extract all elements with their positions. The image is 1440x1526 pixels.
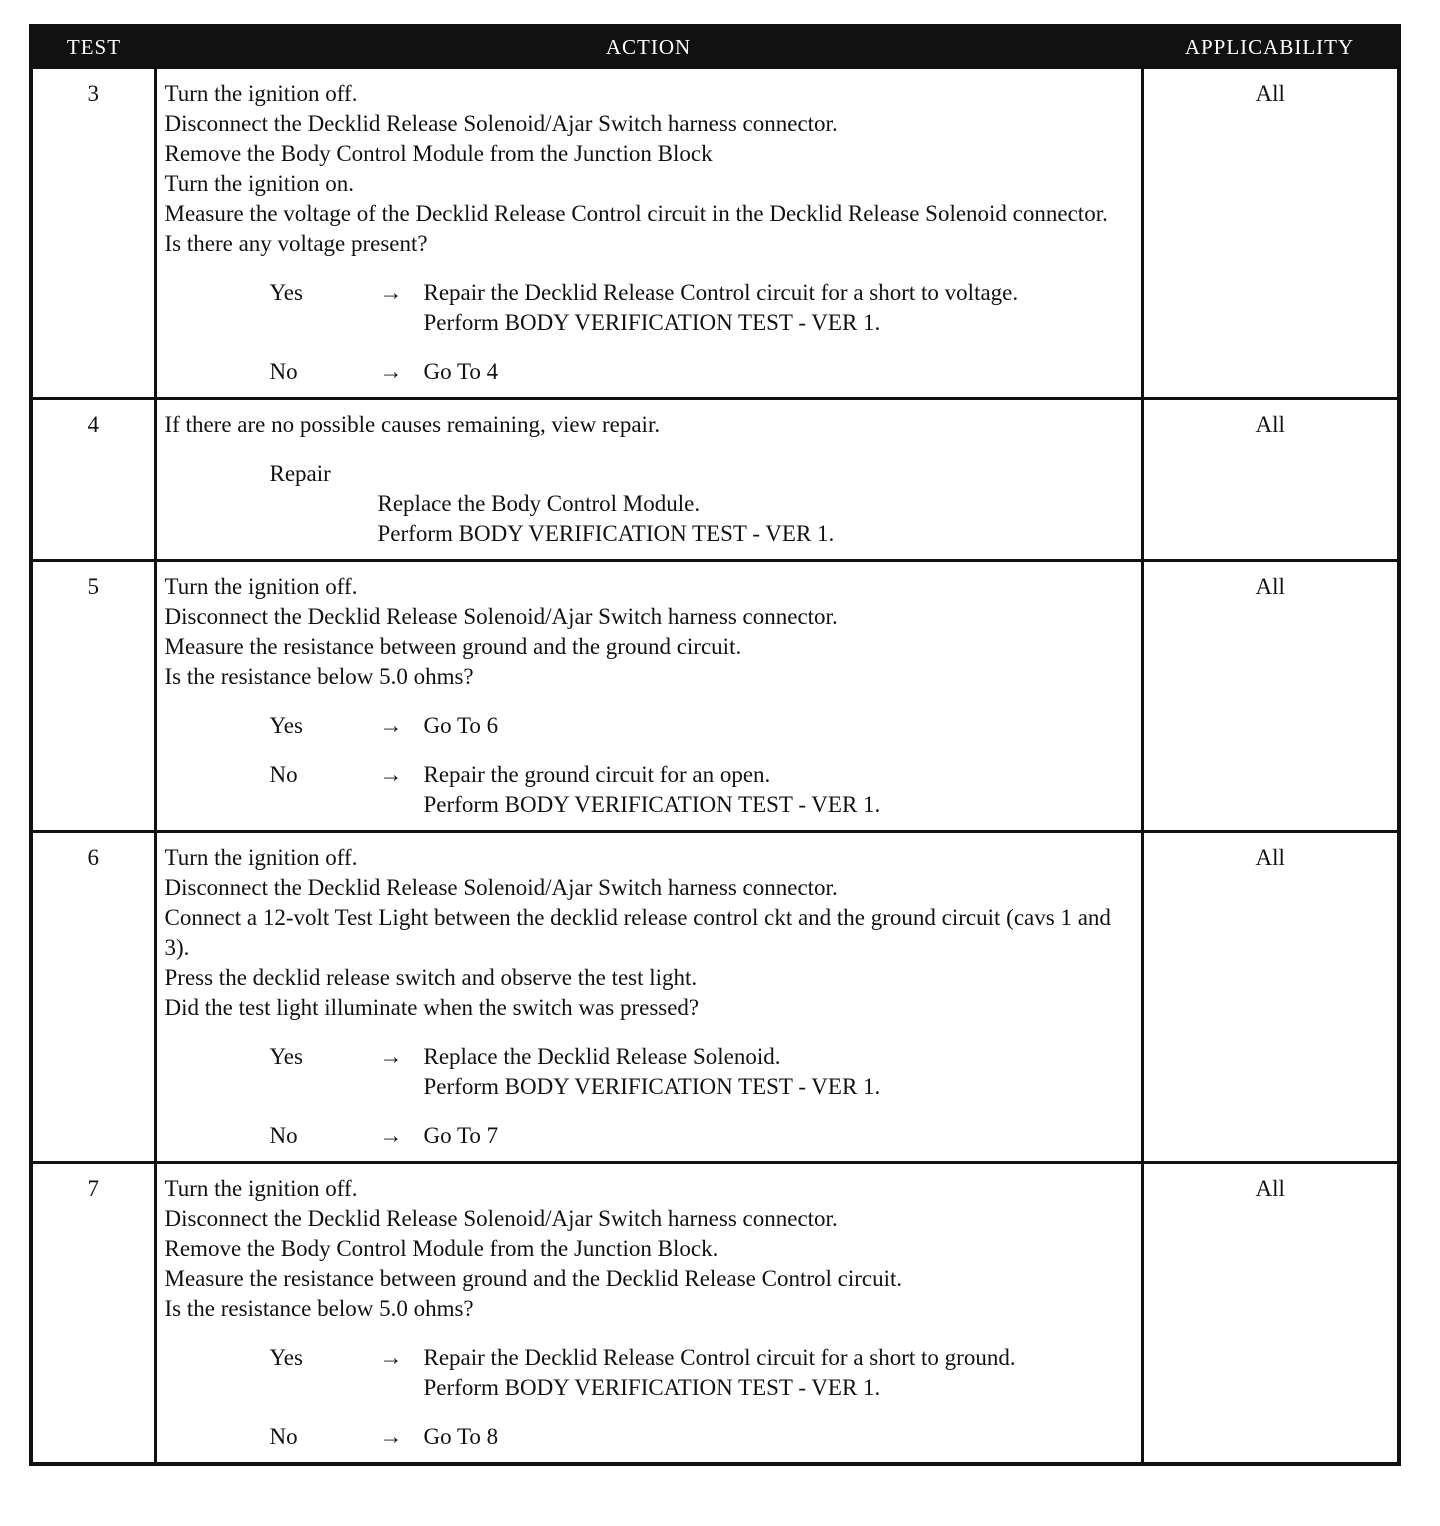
action-cell xyxy=(155,68,1142,399)
action-line: Is the resistance below 5.0 ohms? xyxy=(164,664,474,689)
test-number: 7 xyxy=(31,1163,155,1465)
outcome-result xyxy=(424,1422,1133,1452)
action-line: Disconnect the Decklid Release Solenoid/Ajar Switch harness connector. xyxy=(164,111,838,136)
table-row xyxy=(31,561,1399,832)
arrow-right-icon: → xyxy=(379,1345,403,1370)
action-line: Turn the ignition off. xyxy=(164,1176,358,1201)
outcome-result-line: Perform BODY VERIFICATION TEST - VER 1. xyxy=(423,792,881,817)
arrow-right-icon: → xyxy=(379,1044,403,1069)
outcome-yes xyxy=(165,278,1133,338)
outcome-result-line: Go To 6 xyxy=(423,713,499,738)
outcome-yes xyxy=(165,711,1133,741)
arrow-right-icon: → xyxy=(379,359,403,384)
outcome-label: No xyxy=(269,1123,298,1148)
outcome-result xyxy=(424,1121,1133,1151)
repair-line: Perform BODY VERIFICATION TEST - VER 1. xyxy=(377,521,835,546)
action-line: Remove the Body Control Module from the Junction Block xyxy=(164,141,713,166)
outcome-no xyxy=(165,357,1133,387)
outcome-result-line: Perform BODY VERIFICATION TEST - VER 1. xyxy=(423,1074,881,1099)
outcome-result-line: Perform BODY VERIFICATION TEST - VER 1. xyxy=(423,310,881,335)
action-cell xyxy=(155,399,1142,561)
outcome-result xyxy=(424,1343,1133,1403)
outcome-yes xyxy=(165,1042,1133,1102)
arrow-right-icon: → xyxy=(379,1123,403,1148)
outcome-result-line: Repair the ground circuit for an open. xyxy=(423,762,771,787)
outcome-label: No xyxy=(269,762,298,787)
action-line: Disconnect the Decklid Release Solenoid/Ajar Switch harness connector. xyxy=(164,604,838,629)
action-line: Turn the ignition off. xyxy=(164,574,358,599)
action-line: Disconnect the Decklid Release Solenoid/Ajar Switch harness connector. xyxy=(164,875,838,900)
outcome-result-line: Go To 8 xyxy=(423,1424,499,1449)
arrow-right-icon: → xyxy=(379,762,403,787)
action-line: Disconnect the Decklid Release Solenoid/Ajar Switch harness connector. xyxy=(164,1206,838,1231)
action-line: Press the decklid release switch and observe the test light. xyxy=(164,965,698,990)
arrow-right-icon: → xyxy=(379,713,403,738)
repair-block xyxy=(165,459,1133,549)
action-line: Did the test light illuminate when the switch was pressed? xyxy=(164,995,700,1020)
applicability-value: All xyxy=(1142,399,1399,561)
arrow-right-icon: → xyxy=(379,280,403,305)
header-applicability: APPLICABILITY xyxy=(1142,26,1399,68)
action-cell xyxy=(155,832,1142,1163)
outcome-label: Yes xyxy=(269,713,303,738)
outcome-result xyxy=(424,760,1133,820)
outcome-label: Yes xyxy=(269,1044,303,1069)
test-number: 6 xyxy=(31,832,155,1163)
header-action: ACTION xyxy=(155,26,1142,68)
header-test: TEST xyxy=(31,26,155,68)
outcome-result-line: Repair the Decklid Release Control circuit for a short to ground. xyxy=(423,1345,1016,1370)
applicability-value: All xyxy=(1142,1163,1399,1465)
applicability-value: All xyxy=(1142,68,1399,399)
action-line: Turn the ignition off. xyxy=(164,81,358,106)
test-number: 4 xyxy=(31,399,155,561)
action-cell xyxy=(155,561,1142,832)
test-number: 3 xyxy=(31,68,155,399)
outcome-no xyxy=(165,760,1133,820)
action-line: Remove the Body Control Module from the Junction Block. xyxy=(164,1236,719,1261)
action-line: If there are no possible causes remaining, view repair. xyxy=(164,412,661,437)
action-line: Measure the resistance between ground and the Decklid Release Control circuit. xyxy=(164,1266,903,1291)
repair-lines xyxy=(270,489,1133,549)
outcome-label: Yes xyxy=(269,280,303,305)
action-line: Turn the ignition off. xyxy=(164,845,358,870)
table-body xyxy=(31,68,1399,1465)
applicability-value: All xyxy=(1142,832,1399,1163)
outcome-result-line: Perform BODY VERIFICATION TEST - VER 1. xyxy=(423,1375,881,1400)
arrow-right-icon: → xyxy=(379,1424,403,1449)
applicability-value: All xyxy=(1142,561,1399,832)
outcome-result-line: Go To 4 xyxy=(423,359,499,384)
outcome-yes xyxy=(165,1343,1133,1403)
outcome-result xyxy=(424,1042,1133,1102)
action-cell xyxy=(155,1163,1142,1465)
outcome-label: No xyxy=(269,359,298,384)
outcome-label: No xyxy=(269,1424,298,1449)
action-line: Is there any voltage present? xyxy=(164,231,428,256)
repair-line: Replace the Body Control Module. xyxy=(377,491,701,516)
action-line: Measure the resistance between ground and the ground circuit. xyxy=(164,634,742,659)
action-line: Connect a 12-volt Test Light between the decklid release control ckt and the ground circuit (cavs 1 and 3). xyxy=(164,905,1111,960)
outcome-no xyxy=(165,1422,1133,1452)
repair-label: Repair xyxy=(269,461,331,486)
table-row xyxy=(31,1163,1399,1465)
outcome-result xyxy=(424,711,1133,741)
outcome-label: Yes xyxy=(269,1345,303,1370)
table-header-row xyxy=(31,26,1399,68)
outcome-result xyxy=(424,278,1133,338)
outcome-result-line: Replace the Decklid Release Solenoid. xyxy=(423,1044,781,1069)
diagnostic-test-table xyxy=(29,24,1401,1466)
outcome-result-line: Go To 7 xyxy=(423,1123,499,1148)
outcome-result xyxy=(424,357,1133,387)
table-row xyxy=(31,832,1399,1163)
outcome-result-line: Repair the Decklid Release Control circuit for a short to voltage. xyxy=(423,280,1019,305)
action-line: Measure the voltage of the Decklid Release Control circuit in the Decklid Release Solenoid connector. xyxy=(164,201,1108,226)
outcome-no xyxy=(165,1121,1133,1151)
action-line: Is the resistance below 5.0 ohms? xyxy=(164,1296,474,1321)
action-line: Turn the ignition on. xyxy=(164,171,355,196)
test-number: 5 xyxy=(31,561,155,832)
table-row xyxy=(31,399,1399,561)
table-row xyxy=(31,68,1399,399)
